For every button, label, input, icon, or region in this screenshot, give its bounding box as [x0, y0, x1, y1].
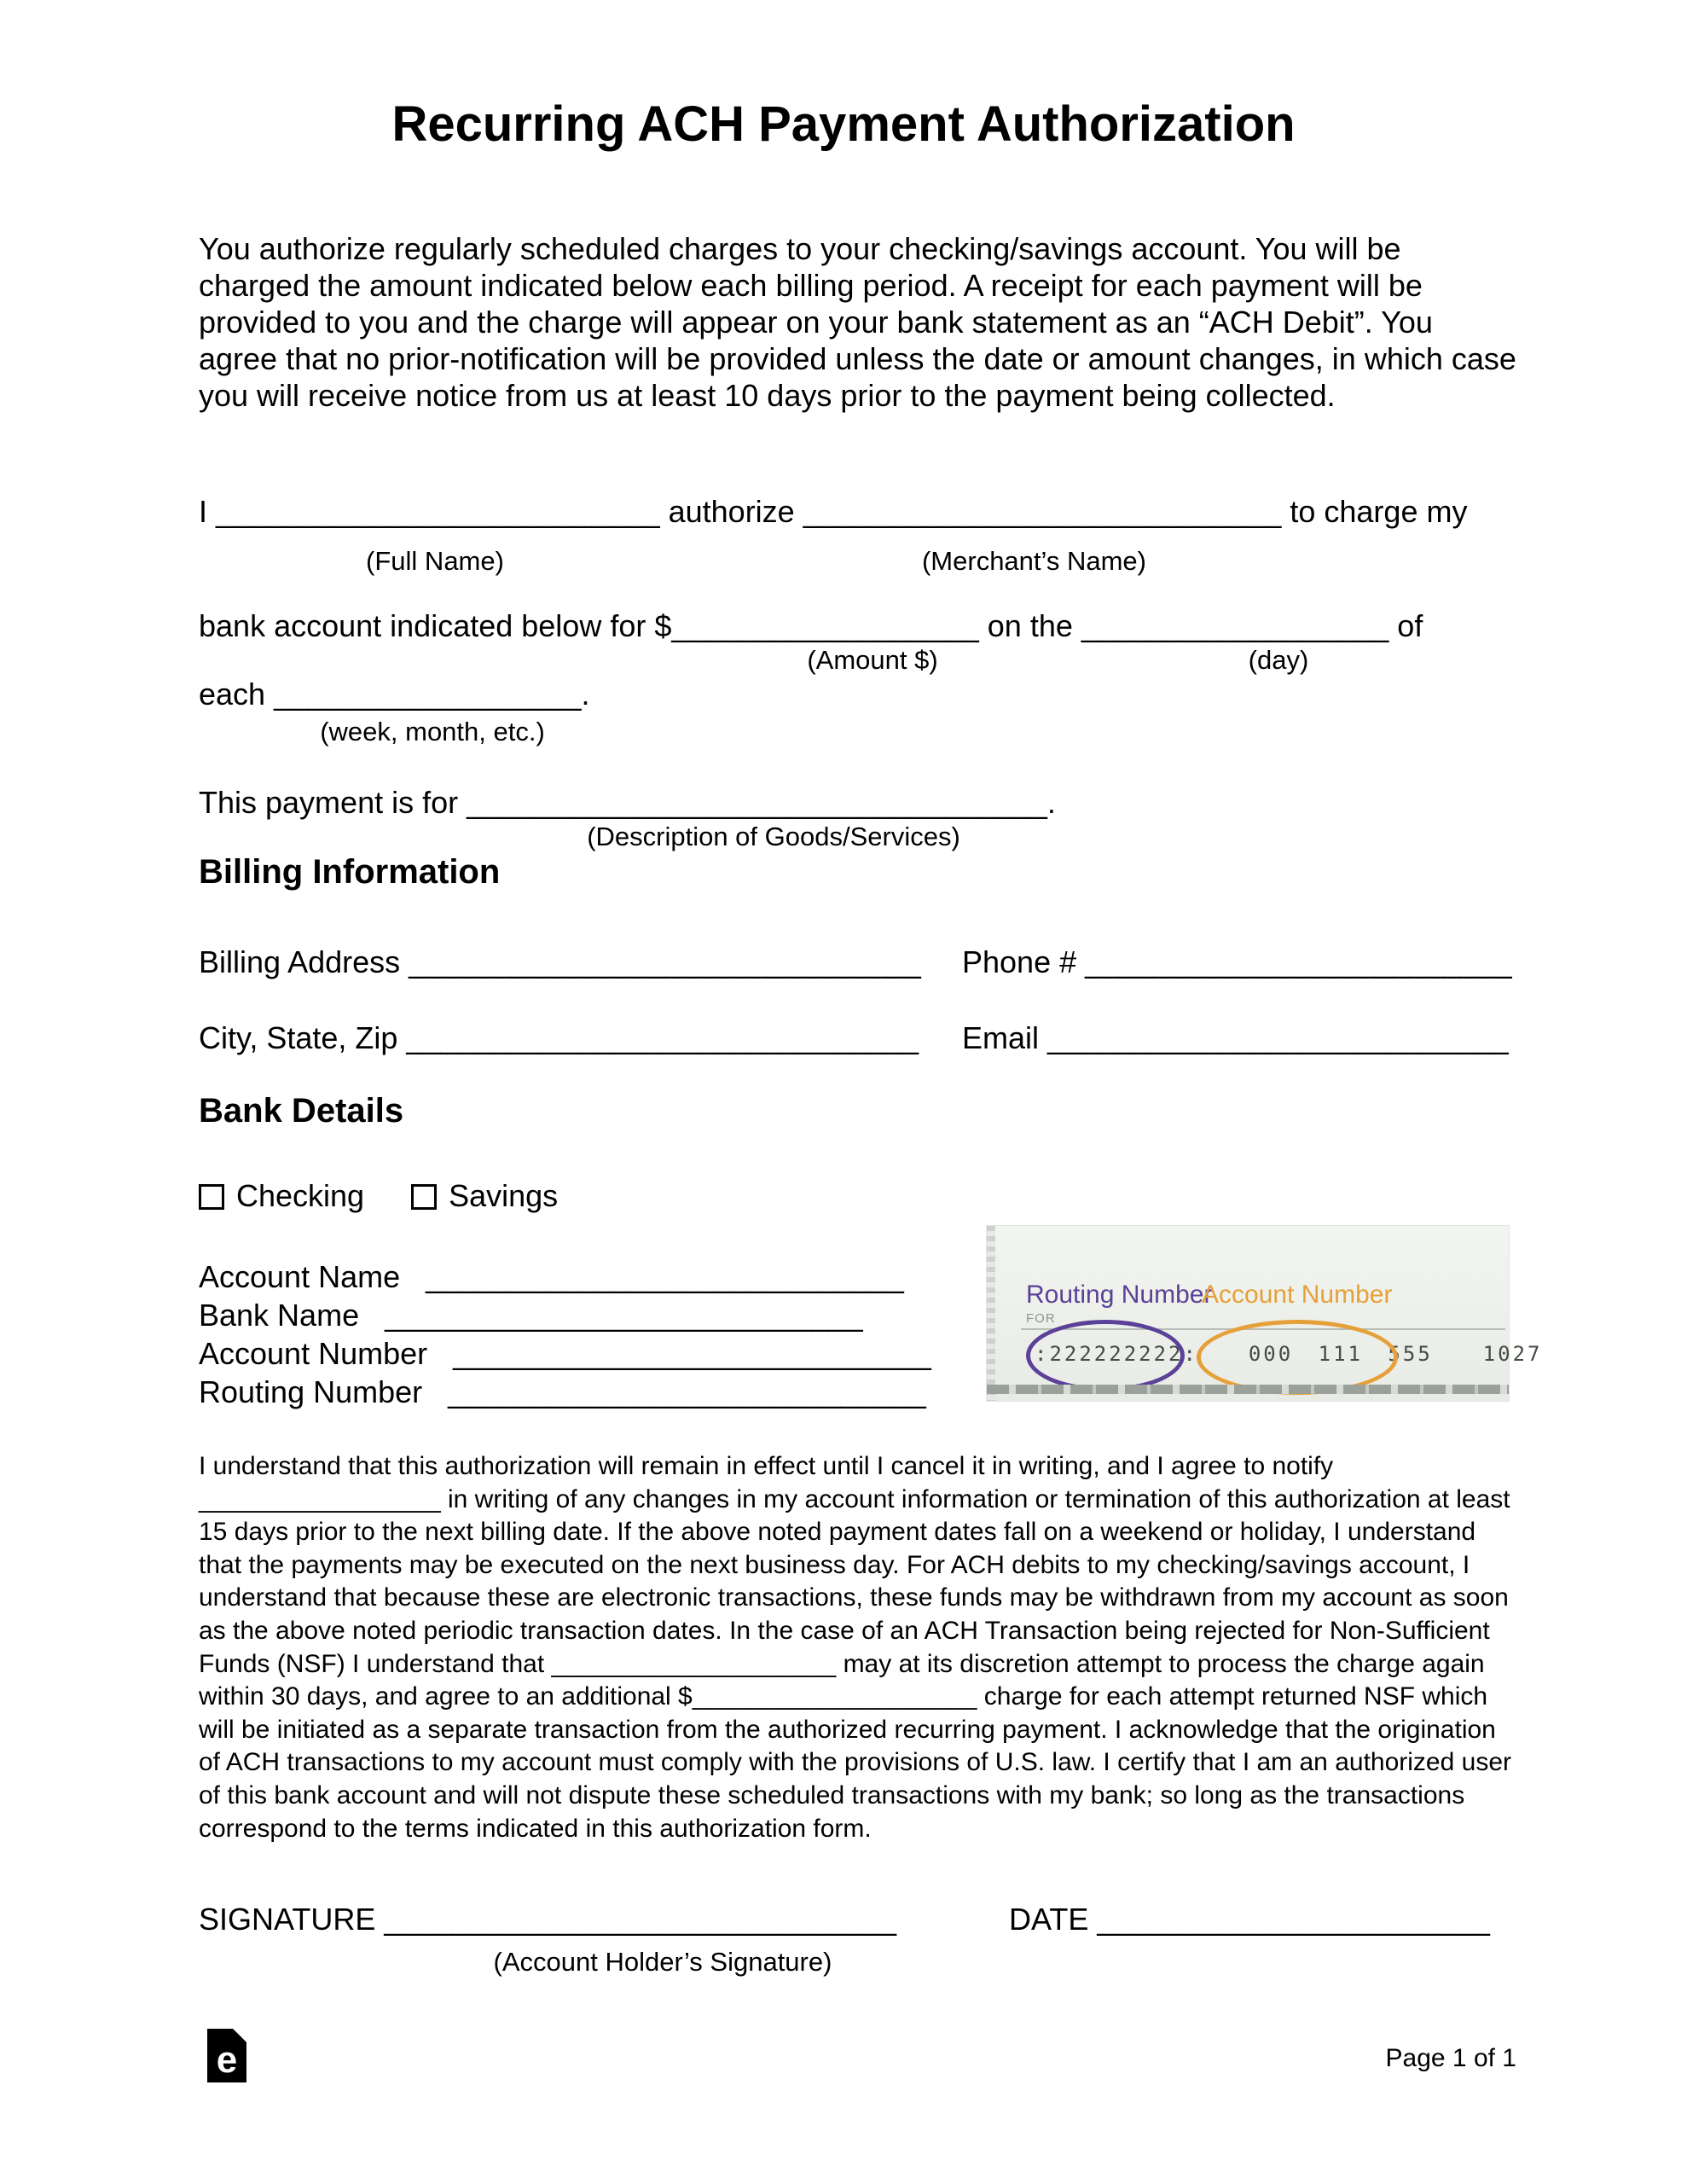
description-caption-row — [199, 822, 1516, 857]
period-caption-row — [199, 717, 1516, 752]
full-name-blank[interactable]: __________________________ — [216, 494, 660, 529]
notify-company-blank[interactable]: _________________ — [199, 1484, 441, 1513]
billing-address-blank[interactable]: ______________________________ — [409, 944, 921, 979]
i-label: I — [199, 494, 208, 529]
checking-option[interactable] — [199, 1179, 364, 1213]
routing-circle-icon — [1026, 1320, 1185, 1391]
city-state-zip-blank[interactable]: ______________________________ — [406, 1020, 919, 1055]
amount-sentence-row — [199, 607, 1516, 645]
description-blank[interactable]: __________________________________ — [467, 785, 1047, 820]
nsf-company-blank[interactable]: ____________________ — [551, 1649, 837, 1678]
phone-blank[interactable]: _________________________ — [1085, 944, 1512, 979]
checking-checkbox[interactable] — [199, 1184, 224, 1210]
terms-text: I understand that this authorization will remain in effect until I cancel it in writing, and I agree to notify — [199, 1452, 1334, 1480]
check-specimen-image — [987, 1226, 1543, 1401]
nsf-fee-blank[interactable]: ____________________ — [692, 1682, 977, 1711]
account-name-label: Account Name — [199, 1259, 401, 1294]
city-state-zip-row — [199, 1019, 1516, 1059]
authorize-label: authorize — [668, 494, 795, 529]
routing-number-blank[interactable]: ____________________________ — [448, 1374, 926, 1409]
page-title: Recurring ACH Payment Authorization — [391, 96, 1296, 152]
payment-for-row — [199, 784, 1516, 822]
signature-blank[interactable]: ______________________________ — [384, 1902, 897, 1937]
check-bottom-edge — [987, 1385, 1509, 1394]
authorization-captions-row — [199, 546, 1516, 582]
terms-text: charge for each attempt returned NSF which will be initiated as a separate transaction from the authorized recurring payment. I acknowledge that the origination of ACH transactions to my account must comply with the provisions of U.S. law. I certify that I am an authorized user of this bank account and will not dispute these scheduled transactions with my bank; so long as the transactions correspond to the terms indicated in this authorization form. — [199, 1682, 1511, 1843]
bank-account-label: bank account indicated below for $ — [199, 608, 672, 643]
merchant-name-blank[interactable]: ____________________________ — [803, 494, 1282, 529]
city-state-zip-label: City, State, Zip — [199, 1020, 398, 1055]
savings-checkbox[interactable] — [411, 1184, 437, 1210]
check-perforation-edge — [987, 1226, 995, 1401]
signature-caption-row — [199, 1947, 1516, 1983]
each-label: each — [199, 677, 266, 712]
account-type-row — [199, 1179, 1516, 1213]
routing-number-label: Routing Number — [199, 1374, 423, 1409]
signature-row — [199, 1901, 1516, 1938]
intro-paragraph: You authorize regularly scheduled charges to your checking/savings account. You will be charged the amount indicated below each billing period. A receipt for each payment will be provided to you and the charge will appear on your bank statement as an “ACH Debit”. You agree that no prior-notification will be provided unless the date or amount changes, in which case you will receive notice from us at least 10 days prior to the payment being collected. — [199, 231, 1516, 413]
full-name-caption: (Full Name) — [366, 546, 504, 576]
email-label: Email — [962, 1020, 1040, 1055]
billing-address-label: Billing Address — [199, 944, 401, 979]
bank-details-heading: Bank Details — [199, 1092, 404, 1130]
bank-name-label: Bank Name — [199, 1298, 360, 1333]
description-suffix: . — [1046, 785, 1056, 820]
savings-option[interactable] — [411, 1179, 558, 1213]
period-suffix: . — [581, 677, 590, 712]
period-blank[interactable]: __________________ — [274, 677, 582, 712]
period-sentence-row — [199, 676, 1516, 713]
on-the-label: on the — [987, 608, 1073, 643]
terms-text: in writing of any changes in my account information or termination of this authorization at least 15 days prior to the next billing date. If the above noted payment dates fall on a weekend or holiday, I understand that the payments may be executed on the next business day. For ACH debits to my checking/savings account, I understand that because these are electronic transactions, these funds may be withdrawn from my account as soon as the above noted periodic transaction dates. In the case of an ACH Transaction being rejected for Non-Sufficient Funds (NSF) I understand that — [199, 1484, 1510, 1678]
savings-label: Savings — [449, 1178, 559, 1213]
payment-for-label: This payment is for — [199, 785, 459, 820]
check-for-label: FOR — [1026, 1311, 1056, 1326]
merchant-name-caption: (Merchant’s Name) — [921, 546, 1146, 576]
account-circle-icon — [1197, 1320, 1398, 1395]
phone-label: Phone # — [962, 944, 1077, 979]
logo-letter: e — [216, 2039, 238, 2081]
account-name-blank[interactable]: ____________________________ — [426, 1259, 904, 1294]
check-micr-line: :222222222: 000 111 555 1027 — [1035, 1342, 1543, 1366]
terms-text: may at its discretion attempt to process the charge again within 30 days, and agree to an additional $ — [199, 1649, 1485, 1711]
bank-name-blank[interactable]: ____________________________ — [385, 1298, 863, 1333]
description-caption: (Description of Goods/Services) — [587, 822, 960, 851]
of-label: of — [1397, 608, 1423, 643]
day-blank[interactable]: __________________ — [1081, 608, 1389, 643]
to-charge-label: to charge my — [1290, 494, 1468, 529]
date-blank[interactable]: _______________________ — [1097, 1902, 1490, 1937]
checking-label: Checking — [236, 1178, 365, 1213]
email-blank[interactable]: ___________________________ — [1047, 1020, 1509, 1055]
signature-caption: (Account Holder’s Signature) — [493, 1947, 832, 1977]
terms-paragraph — [199, 1450, 1516, 1845]
signature-label: SIGNATURE — [199, 1902, 376, 1937]
day-caption: (day) — [1248, 645, 1309, 675]
check-routing-label: Routing Number — [1026, 1281, 1213, 1309]
billing-heading: Billing Information — [199, 853, 501, 891]
account-number-blank[interactable]: ____________________________ — [453, 1336, 931, 1371]
account-number-label: Account Number — [199, 1336, 428, 1371]
period-caption: (week, month, etc.) — [320, 717, 545, 746]
check-account-label: Account Number — [1202, 1281, 1393, 1309]
date-label: DATE — [1009, 1902, 1089, 1937]
billing-address-row — [199, 944, 1516, 983]
page-number: Page 1 of 1 — [1385, 2044, 1516, 2072]
amount-caption: (Amount $) — [807, 645, 938, 675]
authorization-sentence-row — [199, 493, 1516, 531]
amount-blank[interactable]: __________________ — [671, 608, 979, 643]
